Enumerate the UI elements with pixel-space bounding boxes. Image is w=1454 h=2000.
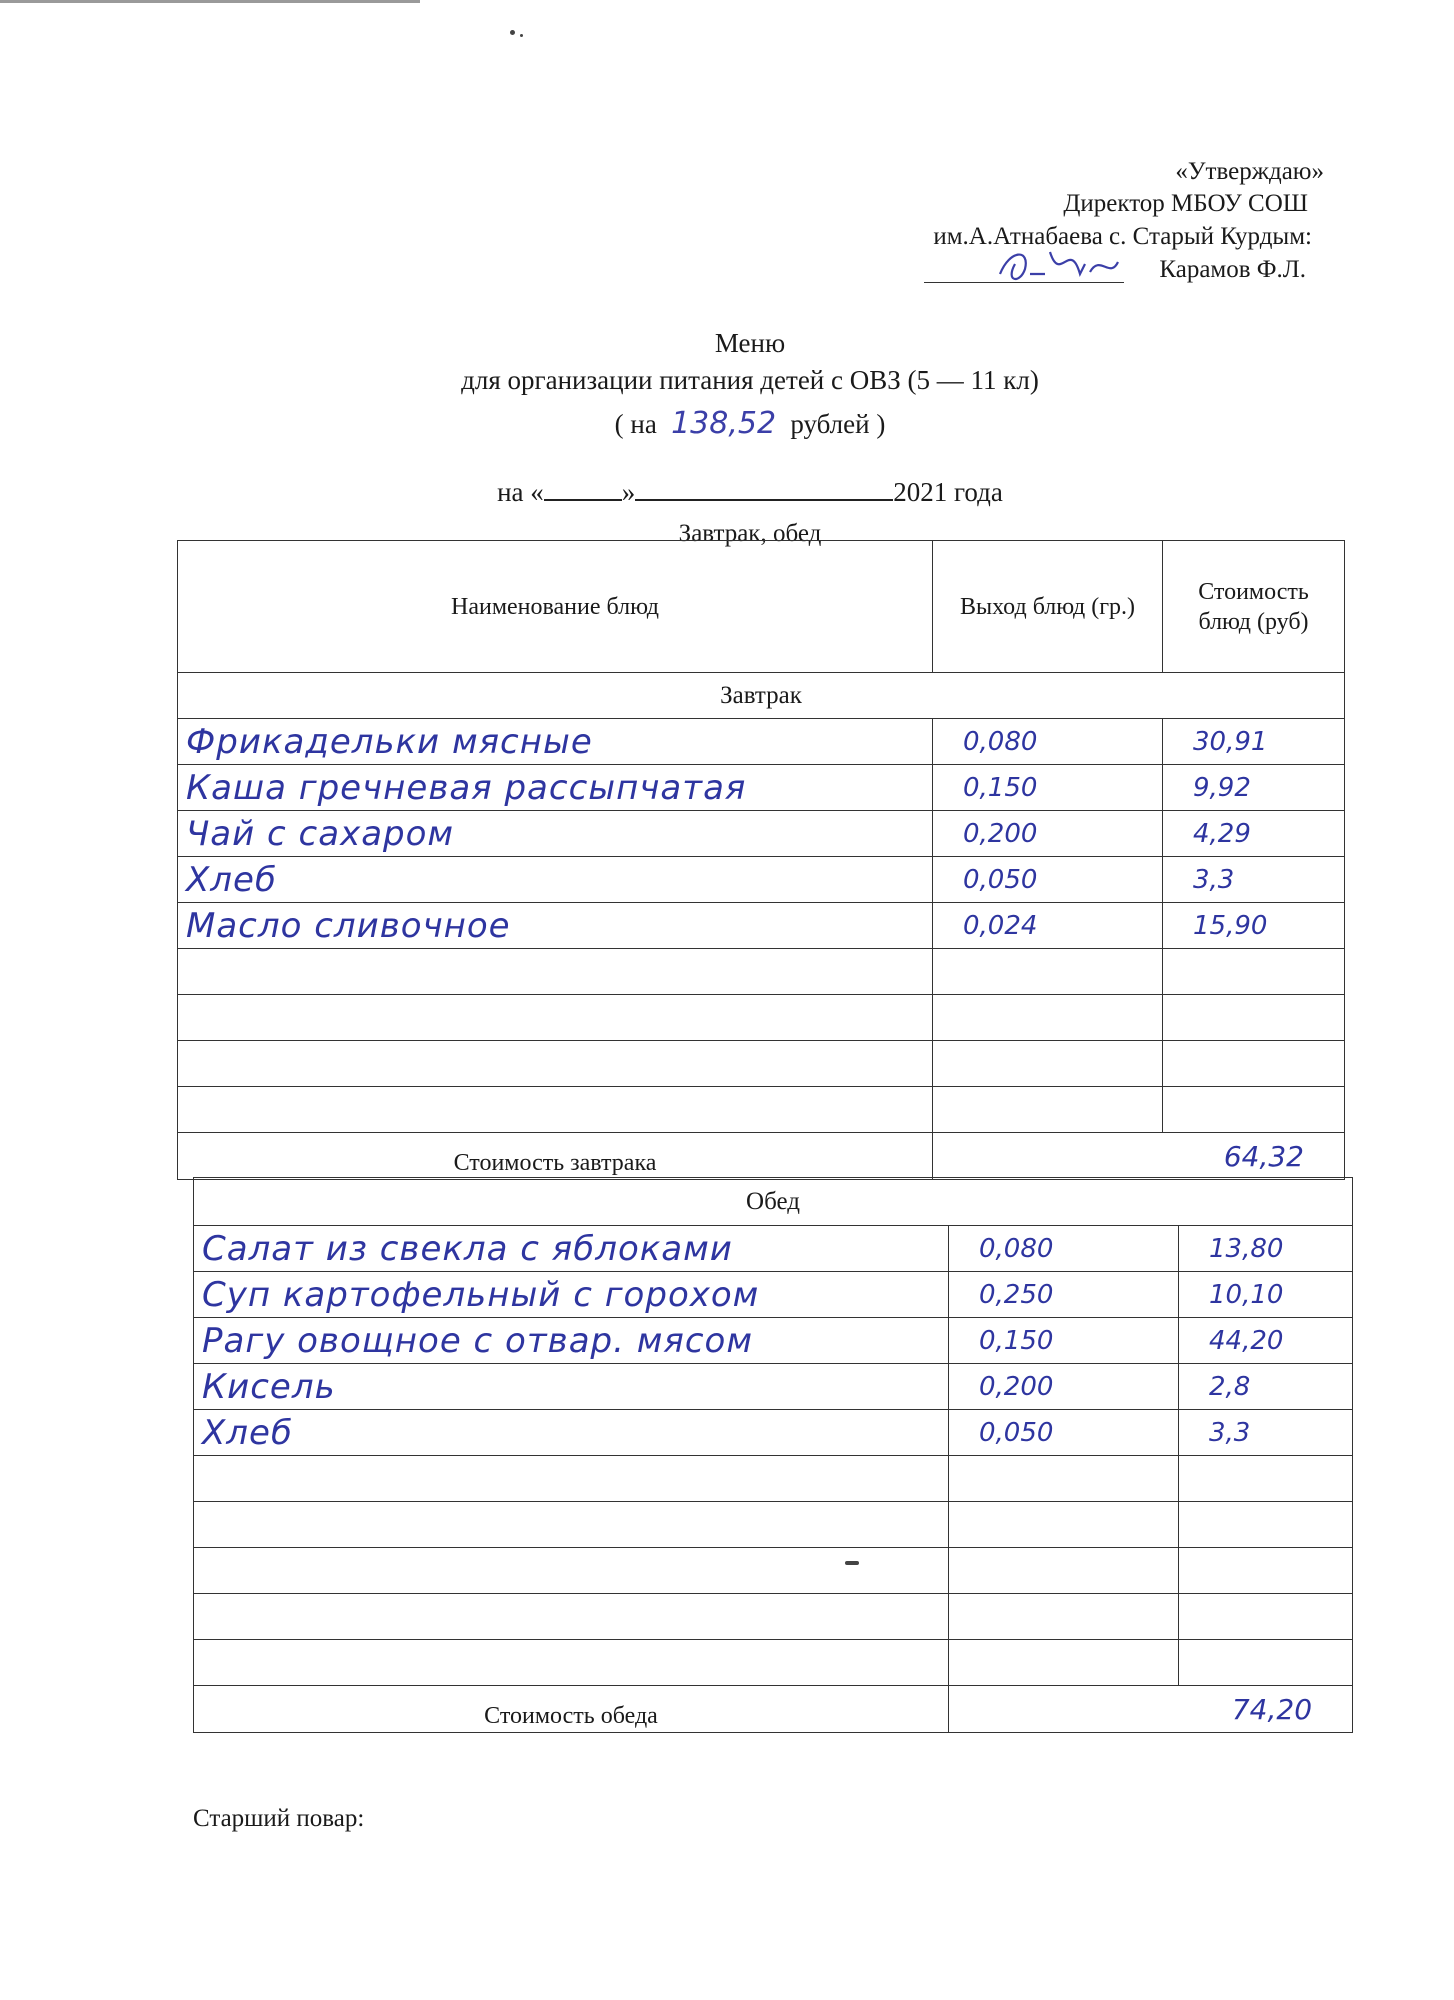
scan-speck (520, 34, 523, 37)
dish-weight: 0,050 (933, 857, 1163, 903)
breakfast-table (177, 540, 1345, 1180)
table-row (178, 1087, 1345, 1133)
date-day-blank (544, 499, 622, 501)
dish-name (194, 1502, 949, 1548)
lunch-table (193, 1177, 1353, 1733)
dish-name (178, 1041, 933, 1087)
dish-name: Суп картофельный с горохом (194, 1272, 949, 1318)
approval-signer: Карамов Ф.Л. (1159, 256, 1306, 283)
dish-name: Каша гречневая рассыпчатая (178, 765, 933, 811)
date-mid: » (621, 477, 636, 507)
dish-cost: 3,3 (1179, 1410, 1353, 1456)
breakfast-section-row (178, 673, 1345, 719)
dish-cost: 9,92 (1163, 765, 1345, 811)
dish-cost: 3,3 (1163, 857, 1345, 903)
lunch-label: Обед (194, 1178, 1353, 1226)
breakfast-total-value: 64,32 (933, 1133, 1345, 1180)
dish-cost (1179, 1640, 1353, 1686)
dish-cost (1179, 1594, 1353, 1640)
lunch-total-value: 74,20 (949, 1686, 1353, 1733)
date-month-blank (635, 499, 893, 501)
menu-title: Меню (714, 328, 786, 358)
dish-weight (949, 1548, 1179, 1594)
scan-speck (510, 30, 515, 35)
director-signature (990, 244, 1120, 288)
dish-cost (1179, 1456, 1353, 1502)
dish-name (194, 1456, 949, 1502)
breakfast-total-row (178, 1133, 1345, 1180)
table-row (194, 1548, 1353, 1594)
dish-weight: 0,150 (949, 1318, 1179, 1364)
approval-role: Директор МБОУ СОШ (1063, 190, 1308, 217)
dish-cost: 13,80 (1179, 1226, 1353, 1272)
dish-name: Салат из свекла с яблоками (194, 1226, 949, 1272)
table-row (194, 1226, 1353, 1272)
price-value: 138,52 (671, 406, 777, 441)
dish-weight: 0,200 (949, 1364, 1179, 1410)
menu-section-label: Завтрак, обед (678, 520, 822, 547)
dish-weight (949, 1594, 1179, 1640)
dish-name: Хлеб (178, 857, 933, 903)
dish-cost: 30,91 (1163, 719, 1345, 765)
dish-weight (949, 1502, 1179, 1548)
dish-cost: 2,8 (1179, 1364, 1353, 1410)
table-row (178, 857, 1345, 903)
dish-cost (1179, 1502, 1353, 1548)
dish-weight: 0,080 (933, 719, 1163, 765)
dish-weight (933, 949, 1163, 995)
menu-subtitle: для организации питания детей с ОВЗ (5 — 11 кл) (461, 365, 1039, 395)
table-row (178, 811, 1345, 857)
dish-name: Хлеб (194, 1410, 949, 1456)
dish-name: Рагу овощное с отвар. мясом (194, 1318, 949, 1364)
date-suffix: 2021 года (893, 477, 1003, 507)
senior-cook-label: Старший повар: (193, 1805, 365, 1832)
table-row (178, 765, 1345, 811)
dish-cost (1163, 1041, 1345, 1087)
price-prefix: ( на (614, 409, 657, 439)
dish-name: Фрикадельки мясные (178, 719, 933, 765)
dish-weight: 0,200 (933, 811, 1163, 857)
dish-cost: 4,29 (1163, 811, 1345, 857)
col-name-header: Наименование блюд (178, 541, 933, 673)
table-row (178, 995, 1345, 1041)
dish-cost: 10,10 (1179, 1272, 1353, 1318)
date-prefix: на « (497, 477, 544, 507)
col-weight-header: Выход блюд (гр.) (933, 541, 1163, 673)
col-cost-header: Стоимость блюд (руб) (1163, 541, 1345, 673)
table-row (194, 1456, 1353, 1502)
table-row (194, 1318, 1353, 1364)
table-row (194, 1364, 1353, 1410)
table-header-row (178, 541, 1345, 673)
table-row (178, 903, 1345, 949)
dish-name (194, 1594, 949, 1640)
dish-weight: 0,250 (949, 1272, 1179, 1318)
dish-weight: 0,024 (933, 903, 1163, 949)
table-row (178, 949, 1345, 995)
table-row (194, 1640, 1353, 1686)
approval-title: «Утверждаю» (1175, 158, 1324, 185)
menu-price (0, 406, 1454, 442)
dish-cost: 44,20 (1179, 1318, 1353, 1364)
dish-cost (1163, 995, 1345, 1041)
dish-cost (1163, 1087, 1345, 1133)
dish-cost (1179, 1548, 1353, 1594)
dish-name (178, 1087, 933, 1133)
table-row (194, 1502, 1353, 1548)
table-row (178, 1041, 1345, 1087)
dish-name (194, 1640, 949, 1686)
dish-weight: 0,080 (949, 1226, 1179, 1272)
lunch-section-row (194, 1178, 1353, 1226)
dish-cost (1163, 949, 1345, 995)
breakfast-total-label: Стоимость завтрака (178, 1133, 933, 1180)
dish-weight: 0,050 (949, 1410, 1179, 1456)
lunch-total-row (194, 1686, 1353, 1733)
table-row (194, 1272, 1353, 1318)
dish-name (178, 995, 933, 1041)
scan-edge-line (0, 0, 420, 3)
dish-name (194, 1548, 949, 1594)
breakfast-label: Завтрак (178, 673, 1345, 719)
lunch-total-label: Стоимость обеда (194, 1686, 949, 1733)
approval-school: им.А.Атнабаева с. Старый Курдым: (933, 223, 1312, 250)
dish-weight (933, 995, 1163, 1041)
dish-name: Чай с сахаром (178, 811, 933, 857)
dish-name: Кисель (194, 1364, 949, 1410)
dish-weight (949, 1456, 1179, 1502)
dish-weight (933, 1087, 1163, 1133)
price-suffix: рублей ) (790, 409, 886, 439)
table-row (178, 719, 1345, 765)
table-row (194, 1594, 1353, 1640)
dish-weight (949, 1640, 1179, 1686)
dish-cost: 15,90 (1163, 903, 1345, 949)
table-row (194, 1410, 1353, 1456)
dish-weight: 0,150 (933, 765, 1163, 811)
dish-name (178, 949, 933, 995)
dish-name: Масло сливочное (178, 903, 933, 949)
menu-date (0, 477, 1454, 508)
dish-weight (933, 1041, 1163, 1087)
